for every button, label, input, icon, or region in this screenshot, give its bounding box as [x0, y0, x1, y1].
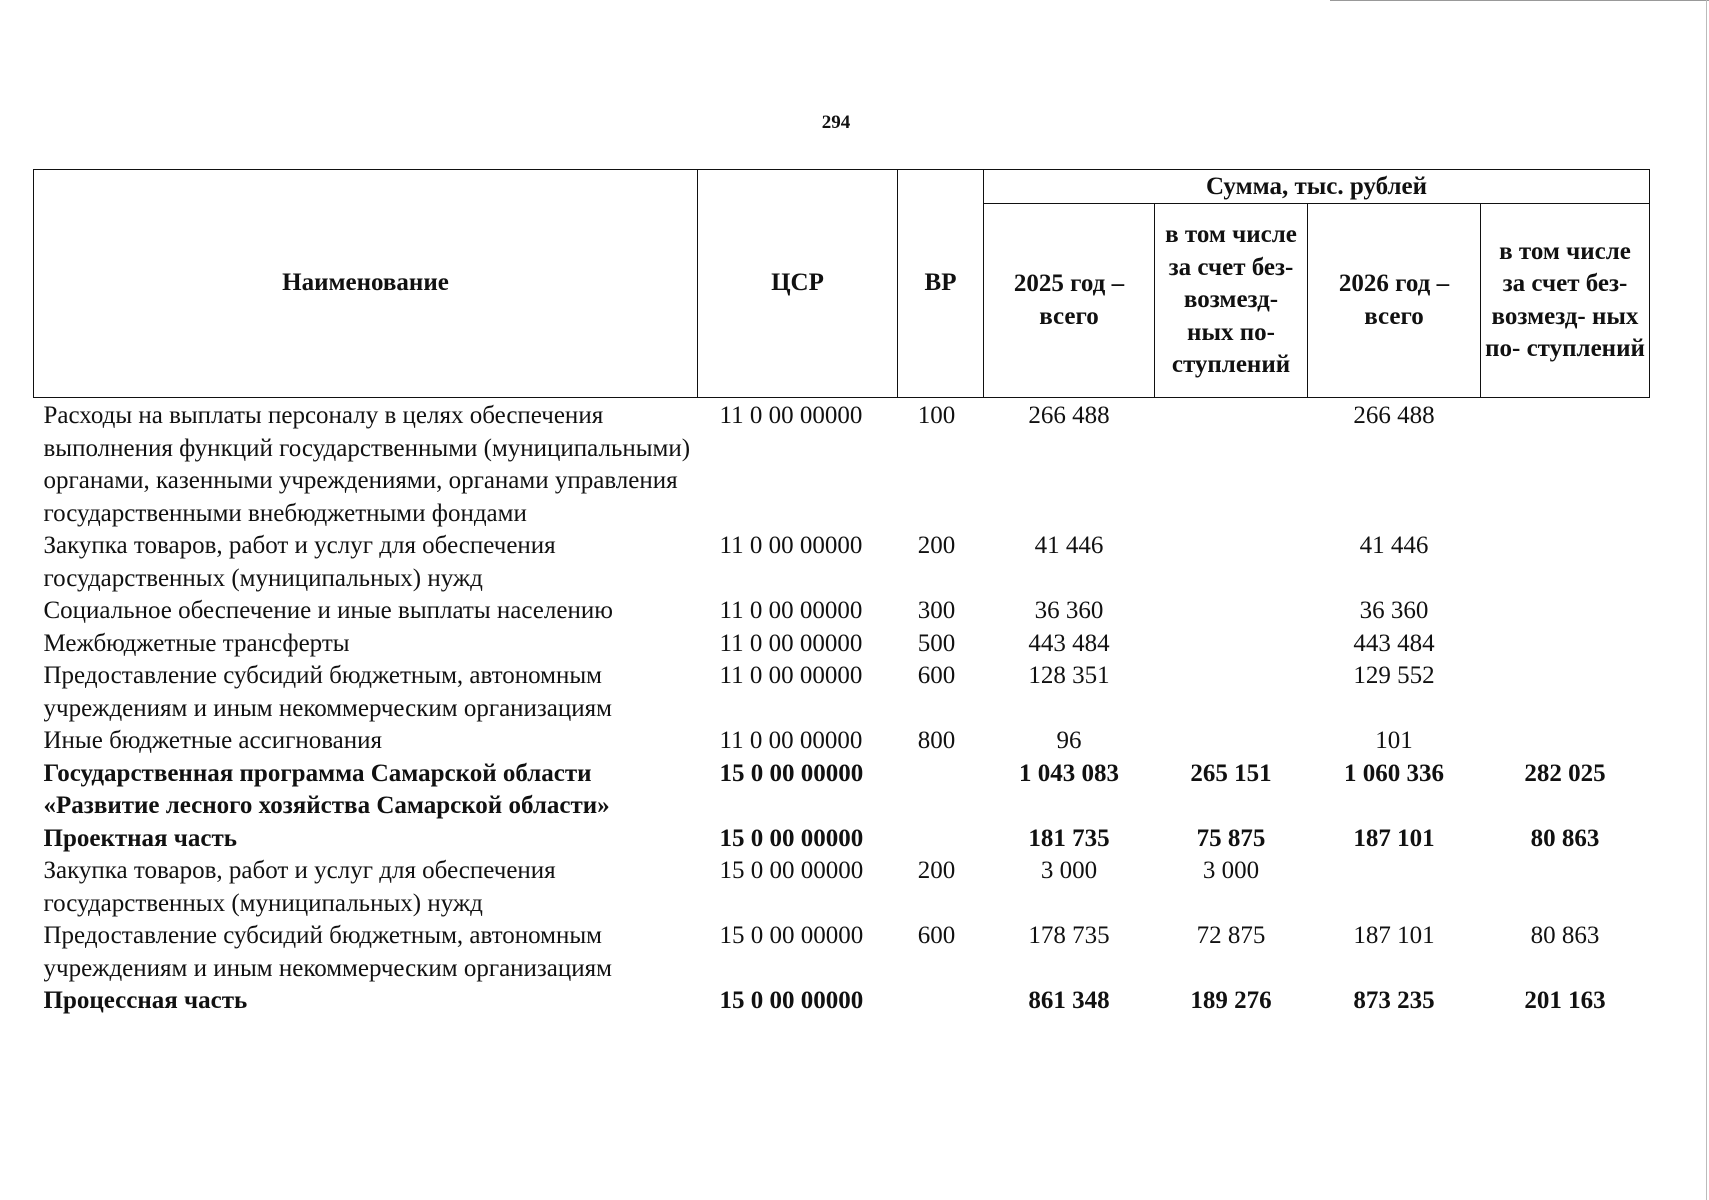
table-row [34, 758, 1650, 823]
row-name: Расходы на выплаты персоналу в целях обеспечения выполнения функций государственными (муниципальными) органами, казенными учреждениями, органами управления государственными внебюджетными фондами [43, 402, 691, 527]
row-2025-total: 128 351 [1028, 662, 1110, 689]
row-2025-total: 41 446 [1034, 532, 1104, 559]
row-2025-total: 181 735 [1028, 824, 1110, 852]
row-vr [898, 823, 984, 856]
row-vr: 800 [917, 727, 956, 754]
header-sum-group: Сумма, тыс. рублей [984, 170, 1650, 204]
row-2025-total: 178 735 [1028, 922, 1110, 949]
row-2025-free [1155, 398, 1308, 531]
row-2025-free: 265 151 [1190, 759, 1272, 787]
row-csr: 15 0 00 00000 [719, 857, 864, 884]
scan-edge-right [1706, 0, 1707, 1200]
row-2025-total: 443 484 [1028, 629, 1110, 657]
row-2026-total [1308, 855, 1481, 920]
row-2026-free [1481, 398, 1650, 531]
row-vr [898, 758, 984, 823]
row-2026-total: 873 235 [1353, 987, 1435, 1014]
row-csr: 11 0 00 00000 [719, 662, 863, 689]
row-vr: 500 [917, 629, 956, 657]
row-csr: 15 0 00 00000 [719, 759, 864, 787]
row-vr: 200 [917, 857, 956, 884]
row-name: Предоставление субсидий бюджетным, автономным учреждениям и иным некоммерческим организациям [43, 662, 612, 722]
table-row [34, 595, 1650, 628]
table-body [34, 398, 1650, 1018]
row-2026-free [1481, 660, 1650, 725]
header-2026-free: в том числе за счет без- возмезд- ных по- ступлений [1481, 204, 1650, 398]
table-row [34, 398, 1650, 531]
row-vr: 300 [917, 597, 956, 624]
row-2026-free: 80 863 [1530, 824, 1600, 852]
table-row [34, 823, 1650, 856]
row-2025-total: 96 [1056, 727, 1082, 754]
table-header [34, 170, 1650, 398]
header-2026-total: 2026 год – всего [1308, 204, 1481, 398]
row-vr: 600 [917, 922, 956, 949]
row-2025-free [1155, 725, 1308, 758]
row-csr: 11 0 00 00000 [719, 402, 863, 429]
row-vr: 200 [917, 532, 956, 559]
row-2026-total: 443 484 [1353, 629, 1435, 657]
row-name: Предоставление субсидий бюджетным, автономным учреждениям и иным некоммерческим организациям [43, 922, 612, 982]
row-2026-total: 266 488 [1353, 402, 1435, 429]
row-2025-free: 72 875 [1196, 922, 1266, 949]
header-vr: ВР [898, 170, 984, 398]
row-2025-free [1155, 595, 1308, 628]
row-name: Проектная часть [43, 824, 238, 852]
row-2026-total: 1 060 336 [1344, 759, 1444, 787]
row-2026-free: 201 163 [1524, 987, 1606, 1014]
row-2026-total: 187 101 [1353, 824, 1435, 852]
budget-table [33, 169, 1650, 1018]
row-name: Государственная программа Самарской области «Развитие лесного хозяйства Самарской области» [43, 759, 610, 819]
header-2025-free: в том числе за счет без- возмезд- ных по- ступлений [1155, 204, 1308, 398]
header-2025-total: 2025 год – всего [984, 204, 1155, 398]
row-2025-free [1155, 660, 1308, 725]
row-2026-free [1481, 855, 1650, 920]
row-2026-total: 187 101 [1353, 922, 1435, 949]
row-2026-total: 129 552 [1353, 662, 1435, 689]
table-row [34, 920, 1650, 985]
row-2025-free: 189 276 [1190, 987, 1272, 1014]
row-2025-total: 3 000 [1040, 857, 1098, 884]
row-name: Иные бюджетные ассигнования [43, 727, 383, 754]
row-2026-free [1481, 628, 1650, 661]
row-csr: 15 0 00 00000 [719, 824, 864, 852]
page-number: 294 [821, 112, 851, 133]
table-row [34, 660, 1650, 725]
row-2026-free: 282 025 [1524, 759, 1606, 787]
table-row [34, 985, 1650, 1018]
row-2026-free [1481, 530, 1650, 595]
row-vr: 600 [917, 662, 956, 689]
row-2026-total: 36 360 [1359, 597, 1429, 624]
row-csr: 11 0 00 00000 [719, 727, 863, 754]
row-name: Процессная часть [43, 987, 248, 1014]
row-name: Социальное обеспечение и иные выплаты населению [43, 597, 613, 624]
row-csr: 15 0 00 00000 [719, 987, 864, 1014]
table-row [34, 628, 1650, 661]
row-csr: 15 0 00 00000 [719, 922, 864, 949]
row-2026-total: 41 446 [1359, 532, 1429, 559]
scan-edge-top [1330, 0, 1709, 1]
row-name: Закупка товаров, работ и услуг для обеспечения государственных (муниципальных) нужд [43, 857, 556, 917]
row-2025-total: 1 043 083 [1019, 759, 1119, 787]
row-csr: 11 0 00 00000 [719, 597, 863, 624]
row-2025-free [1155, 628, 1308, 661]
row-2026-free: 80 863 [1530, 922, 1600, 949]
row-2025-total: 266 488 [1028, 402, 1110, 429]
table-row [34, 725, 1650, 758]
row-csr: 11 0 00 00000 [719, 532, 863, 559]
header-name: Наименование [34, 170, 698, 398]
row-vr: 100 [917, 402, 956, 429]
row-2025-total: 861 348 [1028, 987, 1110, 1014]
row-2025-free: 3 000 [1202, 857, 1260, 884]
row-2025-free: 75 875 [1196, 824, 1266, 852]
row-2026-total: 101 [1375, 727, 1413, 754]
row-2026-free [1481, 725, 1650, 758]
row-vr [898, 985, 984, 1018]
table-row [34, 530, 1650, 595]
row-name: Межбюджетные трансферты [43, 629, 350, 657]
row-2026-free [1481, 595, 1650, 628]
row-name: Закупка товаров, работ и услуг для обеспечения государственных (муниципальных) нужд [43, 532, 556, 592]
table-row [34, 855, 1650, 920]
row-2025-total: 36 360 [1034, 597, 1104, 624]
header-csr: ЦСР [698, 170, 898, 398]
row-2025-free [1155, 530, 1308, 595]
row-csr: 11 0 00 00000 [719, 629, 863, 657]
